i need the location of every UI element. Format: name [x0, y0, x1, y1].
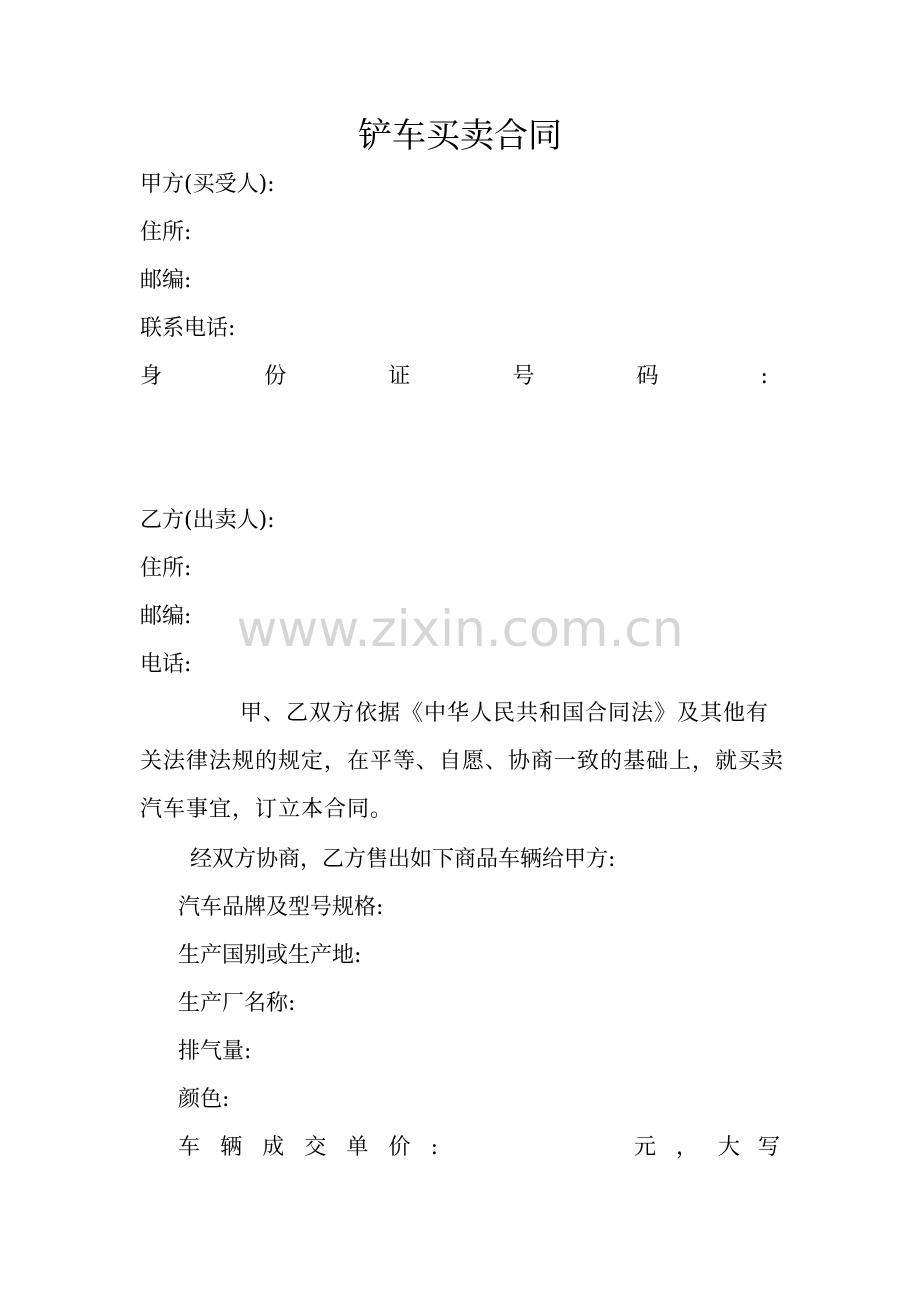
field-manufacturer: 生产厂名称: — [178, 991, 296, 1016]
price-char: 交 — [304, 1135, 327, 1160]
id-char: 码 — [636, 364, 659, 389]
party-b-address: 住所: — [140, 556, 192, 581]
contract-title: 铲车买卖合同 — [358, 116, 562, 156]
uppercase-char: 写 — [757, 1135, 780, 1160]
id-char: 身 — [140, 364, 163, 389]
id-char: 份 — [264, 364, 287, 389]
party-a-label: 甲方(买受人): — [140, 172, 275, 197]
id-char: : — [760, 364, 768, 389]
field-displacement: 排气量: — [178, 1039, 252, 1064]
party-a-postcode: 邮编: — [140, 268, 192, 293]
field-color: 颜色: — [178, 1087, 230, 1112]
price-char: 单 — [346, 1135, 369, 1160]
field-brand-model: 汽车品牌及型号规格: — [178, 895, 384, 920]
party-a-address: 住所: — [140, 220, 192, 245]
uppercase-char: 大 — [718, 1135, 741, 1160]
sale-statement: 经双方协商，乙方售出如下商品车辆给甲方: — [190, 847, 616, 872]
field-origin: 生产国别或生产地: — [178, 943, 362, 968]
price-char: 成 — [262, 1135, 285, 1160]
price-char: 价 — [388, 1135, 411, 1160]
price-unit: 元 — [634, 1135, 657, 1160]
price-char: 辆 — [220, 1135, 243, 1160]
party-b-postcode: 邮编: — [140, 604, 192, 629]
id-char: 证 — [388, 364, 411, 389]
party-b-label: 乙方(出卖人): — [140, 508, 275, 533]
price-uppercase-label — [718, 1133, 780, 1163]
id-char: 号 — [512, 364, 535, 389]
price-char: 车 — [178, 1135, 201, 1160]
price-label — [178, 1133, 438, 1163]
watermark: www.zixin.com.cn — [236, 600, 684, 658]
party-b-phone: 电话: — [140, 652, 192, 677]
price-char: : — [430, 1135, 438, 1160]
party-a-phone: 联系电话: — [140, 316, 236, 341]
price-comma: ， — [676, 1135, 699, 1160]
party-a-id-number — [140, 362, 768, 392]
intro-paragraph: 甲、乙双方依据《中华人民共和国合同法》及其他有关法律法规的规定，在平等、自愿、协商一致的基础上，就买卖汽车事宜，订立本合同。 — [140, 701, 785, 822]
